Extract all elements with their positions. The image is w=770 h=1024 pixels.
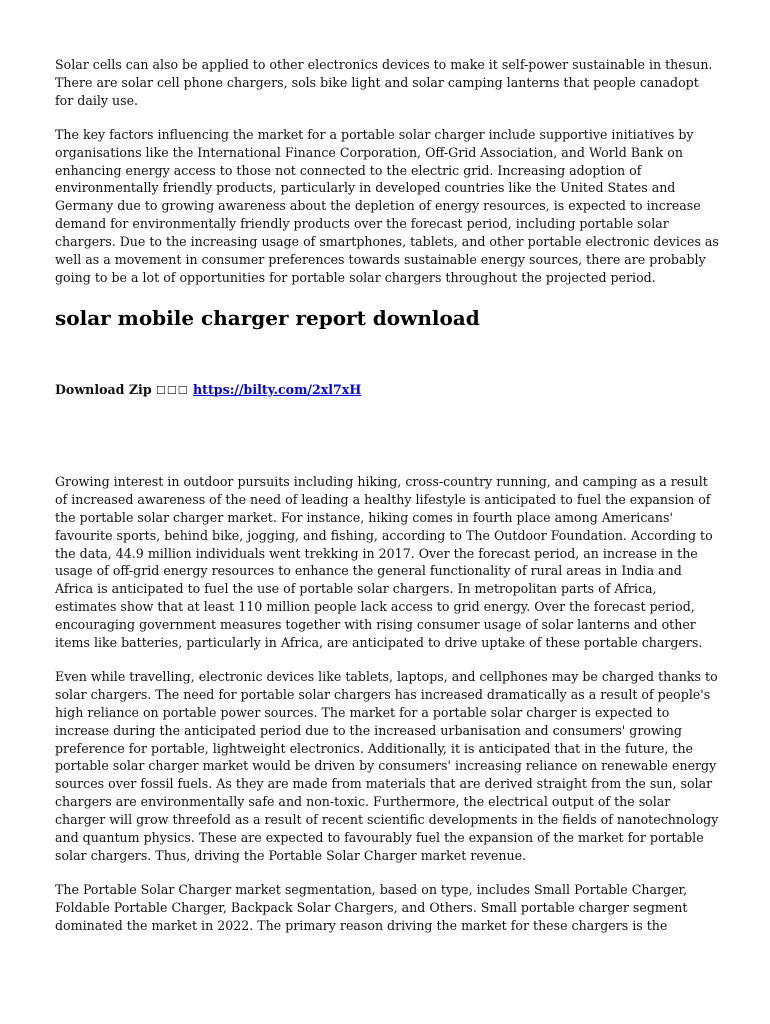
paragraph-solar-cells: Solar cells can also be applied to other electronics devices to make it self-power sustainable in thesun. There are solar cell phone chargers, sols bike light and solar camping lanterns that people canadopt for daily use. [55,57,713,108]
section-heading: solar mobile charger report download [55,305,480,330]
arrow-icon: ☐☐☐ [156,383,189,397]
spacer [55,399,720,473]
document-page [55,56,720,951]
paragraph-travelling: Even while travelling, electronic devices like tablets, laptops, and cellphones may be charged thanks to solar chargers. The need for portable solar chargers has increased dramatically as a result of people's high reliance on portable power sources. The market for a portable solar charger is expected to increase during the anticipated period due to the increased urbanisation and consumers' growing preference for portable, lightweight electronics. Additionally, it is anticipated that in the future, the portable solar charger market would be driven by consumers' increasing reliance on renewable energy sources over fossil fuels. As they are made from materials that are derived straight from the sun, solar chargers are environmentally safe and non-toxic. Furthermore, the electrical output of the solar charger will grow threefold as a result of recent scientific developments in the fields of nanotechnology and quantum physics. These are expected to favourably fuel the expansion of the market for portable solar chargers. Thus, driving the Portable Solar Charger market revenue. [55,668,719,863]
download-link[interactable]: https://bilty.com/2xl7xH [193,381,362,397]
paragraph-segmentation: The Portable Solar Charger market segmentation, based on type, includes Small Portable Charger, Foldable Portable Charger, Backpack Solar Chargers, and Others. Small portable charger segment dominated the market in 2022. The primary reason driving the market for these chargers is the [55,881,688,933]
paragraph-outdoor-pursuits: Growing interest in outdoor pursuits including hiking, cross-country running, and camping as a result of increased awareness of the need of leading a healthy lifestyle is anticipated to fuel the expansion of the portable solar charger market. For instance, hiking comes in fourth place among Americans' favourite sports, behind bike, jogging, and fishing, according to The Outdoor Foundation. According to the data, 44.9 million individuals went trekking in 2017. Over the forecast period, an increase in the usage of off-grid energy resources to enhance the general functionality of rural areas in India and Africa is anticipated to fuel the use of portable solar chargers. In metropolitan parts of Africa, estimates show that at least 110 million people lack access to grid energy. Over the forecast period, encouraging government measures together with rising consumer usage of solar lanterns and other items like batteries, particularly in Africa, are anticipated to drive uptake of these portable chargers. [55,473,713,651]
download-line [55,381,720,399]
paragraph-key-factors: The key factors influencing the market for a portable solar charger include supportive initiatives by organisations like the International Finance Corporation, Off-Grid Association, and World Bank on enhancing energy access to those not connected to the electric grid. Increasing adoption of environmentally friendly products, particularly in developed countries like the United States and Germany due to growing awareness about the depletion of energy resources, is expected to increase demand for environmentally friendly products over the forecast period, including portable solar chargers. Due to the increasing usage of smartphones, tablets, and other portable electronic devices as well as a movement in consumer preferences towards sustainable energy sources, there are probably going to be a lot of opportunities for portable solar chargers throughout the projected period. [55,126,719,285]
download-label: Download Zip [55,381,152,397]
